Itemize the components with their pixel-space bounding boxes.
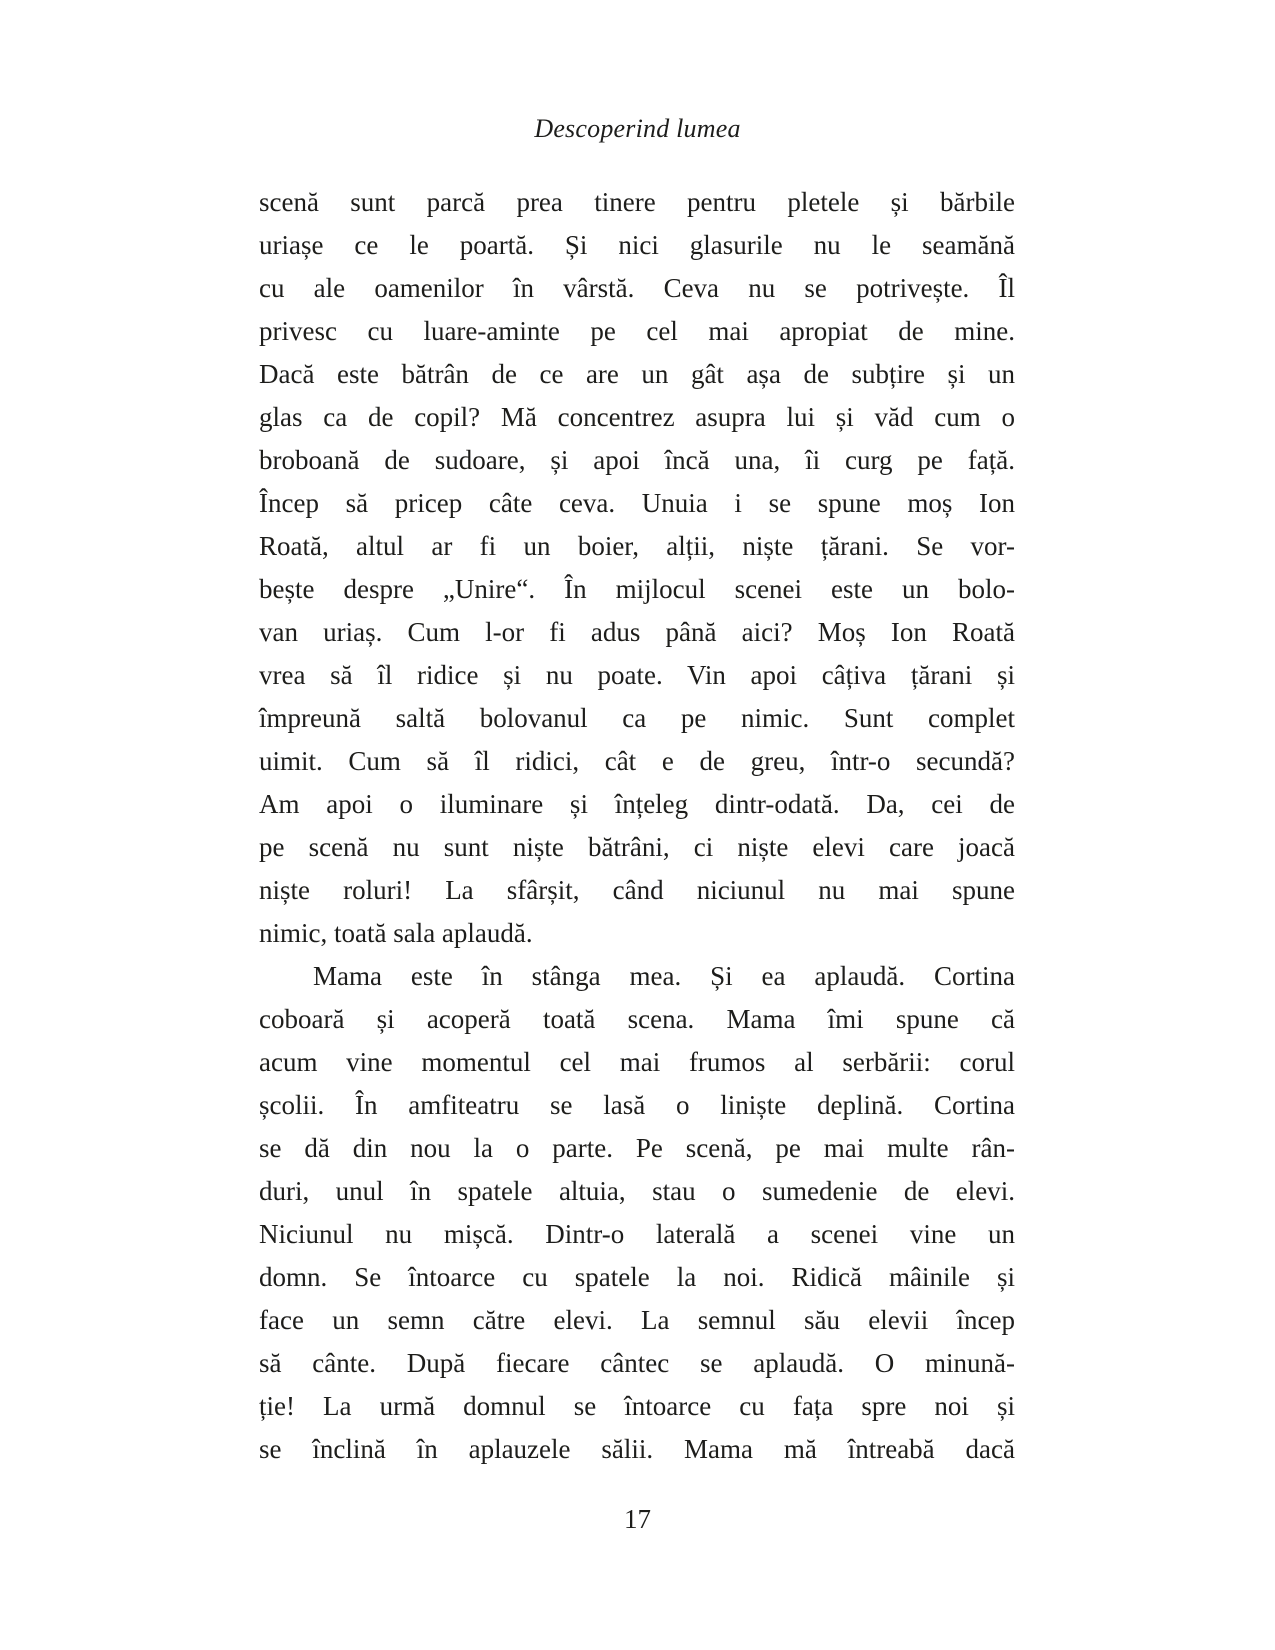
page-number: 17 bbox=[624, 1504, 651, 1534]
text-line: se înclină în aplauzele sălii. Mama mă întreabă dacă bbox=[259, 1434, 1015, 1464]
text-line: coboară și acoperă toată scena. Mama îmi spune că bbox=[259, 1004, 1015, 1034]
text-line: duri, unul în spatele altuia, stau o sumedenie de elevi. bbox=[259, 1176, 1015, 1206]
text-line: se dă din nou la o parte. Pe scenă, pe mai multe rân- bbox=[259, 1133, 1015, 1163]
text-line: împreună saltă bolovanul ca pe nimic. Sunt complet bbox=[259, 703, 1015, 733]
text-line: ție! La urmă domnul se întoarce cu fața spre noi și bbox=[259, 1391, 1015, 1421]
text-line: Niciunul nu mișcă. Dintr-o laterală a scenei vine un bbox=[259, 1219, 1015, 1249]
running-header: Descoperind lumea bbox=[534, 114, 741, 143]
text-line: Încep să pricep câte ceva. Unuia i se spune moș Ion bbox=[259, 488, 1015, 518]
text-line: glas ca de copil? Mă concentrez asupra lui și văd cum o bbox=[259, 402, 1015, 432]
text-line: uimit. Cum să îl ridici, cât e de greu, într-o secundă? bbox=[259, 746, 1015, 776]
text-line: Mama este în stânga mea. Și ea aplaudă. Cortina bbox=[313, 961, 1015, 991]
text-line: să cânte. După fiecare cântec se aplaudă. O minună- bbox=[259, 1348, 1015, 1378]
text-line: privesc cu luare-aminte pe cel mai apropiat de mine. bbox=[259, 316, 1015, 346]
text-line: van uriaș. Cum l-or fi adus până aici? Moș Ion Roată bbox=[259, 617, 1015, 647]
body-text-block bbox=[259, 181, 1015, 1471]
text-line: Dacă este bătrân de ce are un gât așa de subțire și un bbox=[259, 359, 1015, 389]
text-line: uriașe ce le poartă. Și nici glasurile nu le seamănă bbox=[259, 230, 1015, 260]
text-line: bește despre „Unire“. În mijlocul scenei este un bolo- bbox=[259, 574, 1015, 604]
text-line: domn. Se întoarce cu spatele la noi. Ridică mâinile și bbox=[259, 1262, 1015, 1292]
text-line: cu ale oamenilor în vârstă. Ceva nu se potrivește. Îl bbox=[259, 273, 1015, 303]
text-line: școlii. În amfiteatru se lasă o liniște deplină. Cortina bbox=[259, 1090, 1015, 1120]
text-line: pe scenă nu sunt niște bătrâni, ci niște elevi care joacă bbox=[259, 832, 1015, 862]
text-line: broboană de sudoare, și apoi încă una, îi curg pe față. bbox=[259, 445, 1015, 475]
text-line: niște roluri! La sfârșit, când niciunul nu mai spune bbox=[259, 875, 1015, 905]
text-line: scenă sunt parcă prea tinere pentru pletele și bărbile bbox=[259, 187, 1015, 217]
text-line: face un semn către elevi. La semnul său elevii încep bbox=[259, 1305, 1015, 1335]
text-line: vrea să îl ridice și nu poate. Vin apoi câțiva țărani și bbox=[259, 660, 1015, 690]
text-line: Am apoi o iluminare și înțeleg dintr-odată. Da, cei de bbox=[259, 789, 1015, 819]
text-line: nimic, toată sala aplaudă. bbox=[259, 918, 533, 948]
text-line: acum vine momentul cel mai frumos al serbării: corul bbox=[259, 1047, 1015, 1077]
text-line: Roată, altul ar fi un boier, alții, niște țărani. Se vor- bbox=[259, 531, 1015, 561]
